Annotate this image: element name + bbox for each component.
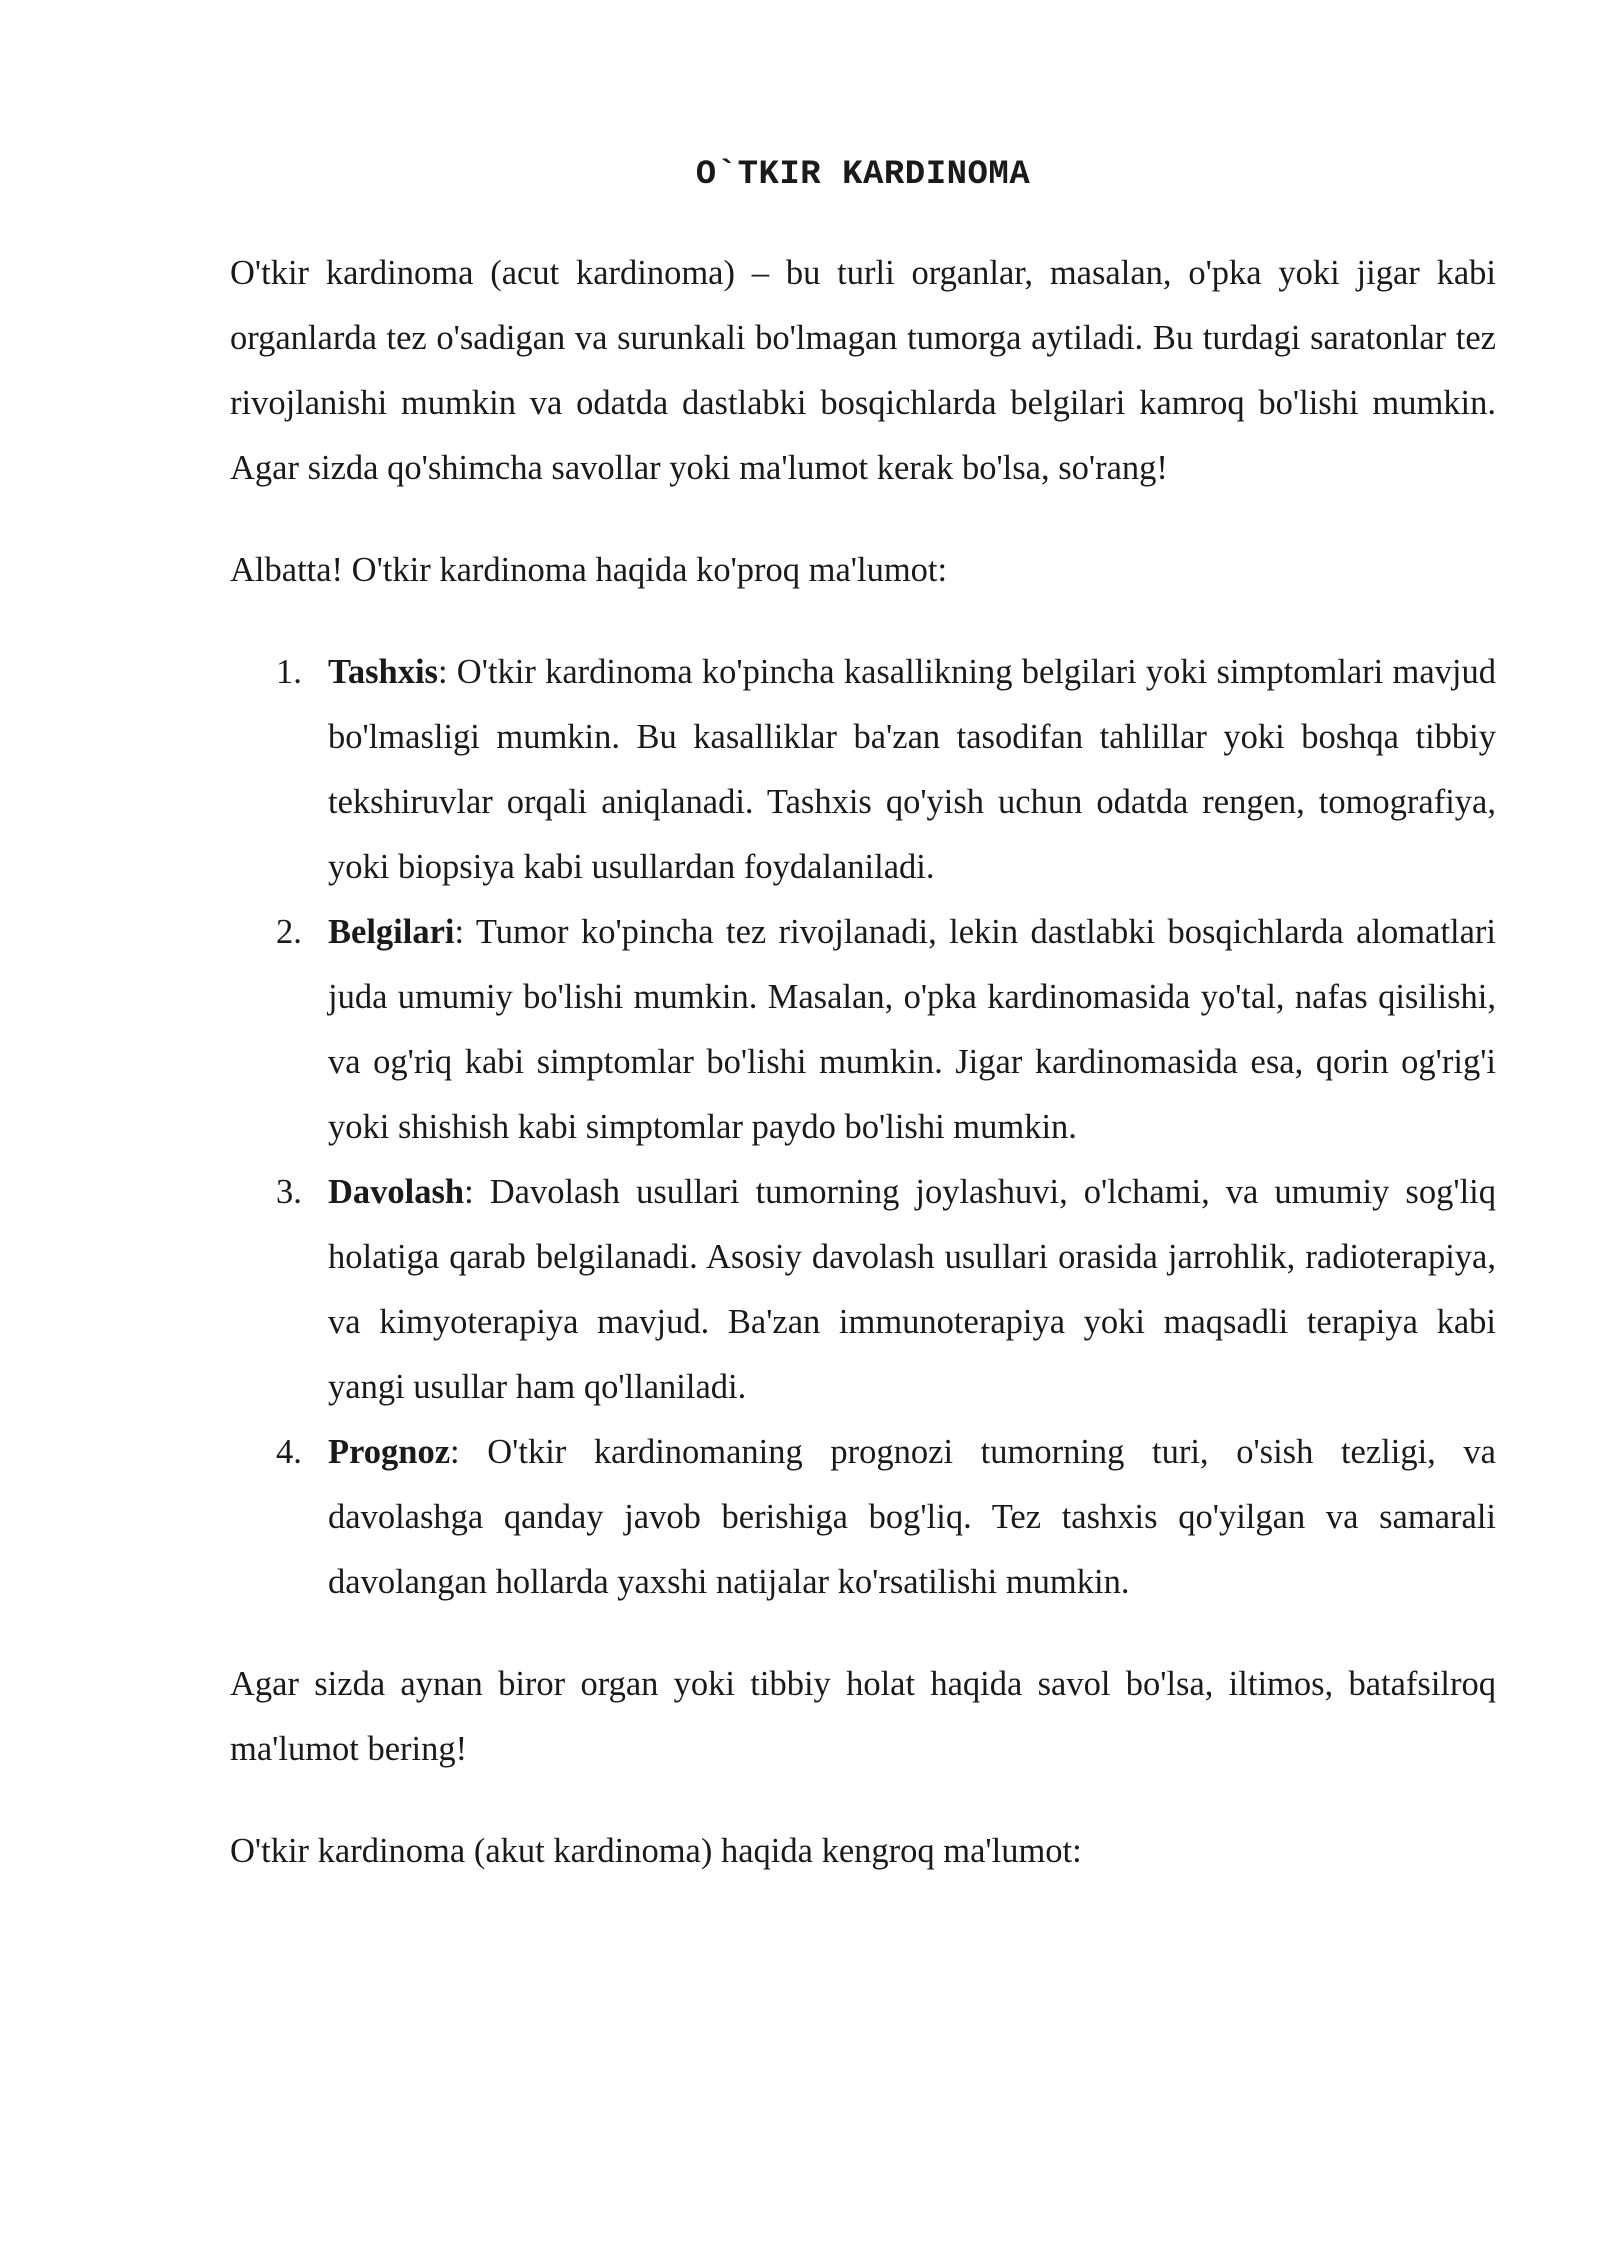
- list-item: [230, 1420, 1496, 1615]
- list-item: [230, 1160, 1496, 1420]
- list-term: Belgilari: [328, 913, 455, 951]
- document-page: [230, 150, 1496, 1921]
- list-number: 2.: [276, 913, 302, 951]
- request-paragraph: Agar sizda aynan biror organ yoki tibbiy holat haqida savol bo'lsa, iltimos, batafsilroq ma'lumot bering!: [230, 1665, 1496, 1768]
- list-text: : O'tkir kardinoma ko'pincha kasallikning belgilari yoki simptomlari mavjud bo'lmasligi mumkin. Bu kasalliklar ba'zan tasodifan tahlillar yoki boshqa tibbiy tekshiruvlar orqali aniqlanadi. Tashxis qo'yish uchun odatda rengen, tomografiya, yoki biopsiya kabi usullardan foydalaniladi.: [328, 653, 1496, 886]
- list-number: 4.: [276, 1433, 302, 1471]
- list-item: [230, 640, 1496, 900]
- list-number: 1.: [276, 653, 302, 691]
- list-item: [230, 900, 1496, 1160]
- list-term: Davolash: [328, 1173, 465, 1211]
- numbered-list: [230, 640, 1496, 1615]
- list-text: : Davolash usullari tumorning joylashuvi, o'lchami, va umumiy sog'liq holatiga qarab belgilanadi. Asosiy davolash usullari orasida jarrohlik, radioterapiya, va kimyoterapiya mavjud. Ba'zan immunoterapiya yoki maqsadli terapiya kabi yangi usullar ham qo'llaniladi.: [328, 1173, 1496, 1406]
- list-text: : Tumor ko'pincha tez rivojlanadi, lekin dastlabki bosqichlarda alomatlari juda umumiy bo'lishi mumkin. Masalan, o'pka kardinomasida yo'tal, nafas qisilishi, va og'riq kabi simptomlar bo'lishi mumkin. Jigar kardinomasida esa, qorin og'rig'i yoki shishish kabi simptomlar paydo bo'lishi mumkin.: [328, 913, 1496, 1146]
- closing-paragraph: O'tkir kardinoma (akut kardinoma) haqida kengroq ma'lumot:: [230, 1832, 1082, 1870]
- lead-in-paragraph: Albatta! O'tkir kardinoma haqida ko'proq ma'lumot:: [230, 551, 948, 589]
- list-text: : O'tkir kardinomaning prognozi tumorning turi, o'sish tezligi, va davolashga qanday javob berishiga bog'liq. Tez tashxis qo'yilgan va samarali davolangan hollarda yaxshi natijalar ko'rsatilishi mumkin.: [328, 1433, 1496, 1601]
- list-term: Tashxis: [328, 653, 438, 691]
- list-term: Prognoz: [328, 1433, 451, 1471]
- document-title: O`TKIR KARDINOMA: [695, 156, 1031, 194]
- intro-paragraph: O'tkir kardinoma (acut kardinoma) – bu turli organlar, masalan, o'pka yoki jigar kabi organlarda tez o'sadigan va surunkali bo'lmagan tumorga aytiladi. Bu turdagi saratonlar tez rivojlanishi mumkin va odatda dastlabki bosqichlarda belgilari kamroq bo'lishi mumkin. Agar sizda qo'shimcha savollar yoki ma'lumot kerak bo'lsa, so'rang!: [230, 254, 1496, 487]
- list-number: 3.: [276, 1173, 302, 1211]
